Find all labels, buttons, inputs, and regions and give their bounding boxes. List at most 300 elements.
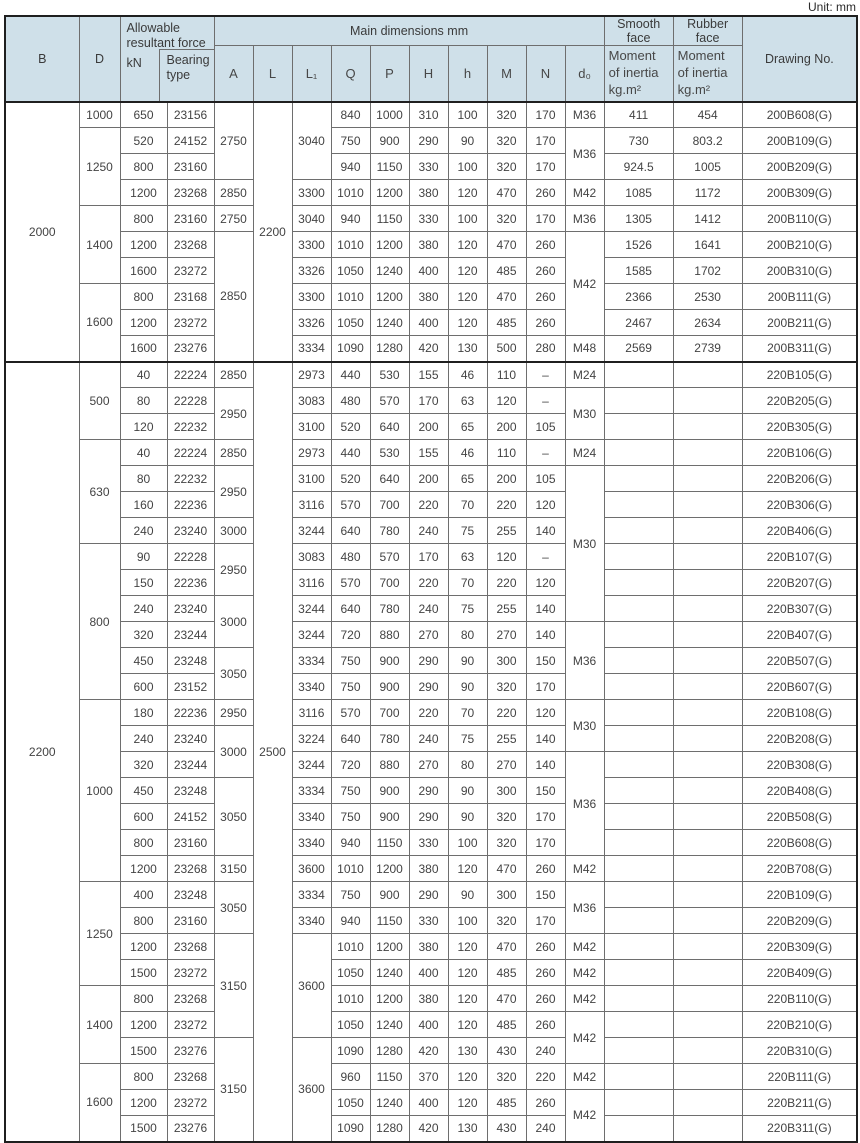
cell	[673, 726, 742, 752]
cell: 3334	[292, 778, 331, 804]
cell: 200B211(G)	[742, 310, 857, 336]
cell: 200B311(G)	[742, 336, 857, 362]
cell: 105	[526, 414, 565, 440]
cell: 370	[409, 1064, 448, 1090]
cell: 1172	[673, 180, 742, 206]
cell: 110	[487, 362, 526, 388]
cell: 220B205(G)	[742, 388, 857, 414]
cell: 90	[448, 778, 487, 804]
cell: 130	[448, 1038, 487, 1064]
cell	[673, 778, 742, 804]
cell: 63	[448, 388, 487, 414]
table-row	[5, 882, 857, 908]
cell: 2000	[5, 102, 79, 362]
table-row	[5, 492, 857, 518]
cell: 3340	[292, 804, 331, 830]
col-header-force-group	[120, 16, 214, 102]
cell: 330	[409, 206, 448, 232]
cell: 120	[448, 284, 487, 310]
cell	[604, 986, 673, 1012]
cell: 220B108(G)	[742, 700, 857, 726]
cell: 120	[448, 986, 487, 1012]
cell: 1200	[370, 232, 409, 258]
cell: 2634	[673, 310, 742, 336]
cell: 1240	[370, 1090, 409, 1116]
cell	[604, 1012, 673, 1038]
cell: 23268	[167, 856, 214, 882]
table-row	[5, 518, 857, 544]
cell: 1400	[79, 206, 120, 284]
cell: 270	[409, 622, 448, 648]
cell: 330	[409, 154, 448, 180]
cell: 170	[526, 154, 565, 180]
cell: 520	[331, 466, 370, 492]
cell: 380	[409, 986, 448, 1012]
cell: 1200	[120, 180, 167, 206]
cell: 470	[487, 284, 526, 310]
cell: 220B111(G)	[742, 1064, 857, 1090]
col-header-h: h	[448, 46, 487, 102]
cell: 23248	[167, 882, 214, 908]
cell: 260	[526, 1090, 565, 1116]
cell	[673, 960, 742, 986]
cell: 1000	[79, 700, 120, 882]
cell: 65	[448, 466, 487, 492]
cell: 80	[448, 622, 487, 648]
cell: M36	[565, 128, 604, 180]
col-header-b: B	[5, 16, 79, 102]
cell: 220B105(G)	[742, 362, 857, 388]
cell	[604, 622, 673, 648]
cell: 1280	[370, 1038, 409, 1064]
cell: 290	[409, 804, 448, 830]
cell: 70	[448, 570, 487, 596]
cell: M30	[565, 466, 604, 622]
cell: 3116	[292, 570, 331, 596]
cell: 120	[120, 414, 167, 440]
cell: 255	[487, 596, 526, 622]
cell: 1240	[370, 310, 409, 336]
cell: 2739	[673, 336, 742, 362]
cell: 100	[448, 908, 487, 934]
cell: 90	[448, 648, 487, 674]
cell: M30	[565, 700, 604, 752]
cell	[673, 934, 742, 960]
table-row	[5, 388, 857, 414]
cell: M42	[565, 960, 604, 986]
cell: 105	[526, 466, 565, 492]
cell: 3300	[292, 180, 331, 206]
cell: 1010	[331, 232, 370, 258]
cell: 320	[120, 752, 167, 778]
cell: 260	[526, 1012, 565, 1038]
col-header-bearing-type: Bearing type	[159, 49, 214, 101]
cell: 380	[409, 232, 448, 258]
col-header-p: P	[370, 46, 409, 102]
cell: 280	[526, 336, 565, 362]
cell: 24152	[167, 804, 214, 830]
cell: 170	[409, 544, 448, 570]
cell: 240	[409, 518, 448, 544]
cell: 220B311(G)	[742, 1116, 857, 1142]
cell: 22232	[167, 466, 214, 492]
cell: 400	[409, 310, 448, 336]
cell: 200B310(G)	[742, 258, 857, 284]
cell: 260	[526, 986, 565, 1012]
cell: 400	[409, 258, 448, 284]
cell: 150	[120, 570, 167, 596]
cell: 900	[370, 804, 409, 830]
cell: 24152	[167, 128, 214, 154]
cell: 170	[409, 388, 448, 414]
cell: 310	[409, 102, 448, 128]
cell: 240	[526, 1038, 565, 1064]
cell: 1600	[120, 336, 167, 362]
cell: 485	[487, 310, 526, 336]
table-row	[5, 804, 857, 830]
cell: 320	[487, 102, 526, 128]
table-row	[5, 102, 857, 128]
cell: 290	[409, 648, 448, 674]
cell: 520	[120, 128, 167, 154]
cell: 120	[448, 1064, 487, 1090]
cell: 170	[526, 102, 565, 128]
cell: 750	[331, 882, 370, 908]
cell: 1400	[79, 986, 120, 1064]
cell: 22236	[167, 700, 214, 726]
cell: 3244	[292, 622, 331, 648]
cell: 120	[487, 544, 526, 570]
cell: 3150	[214, 1038, 253, 1142]
cell	[604, 1064, 673, 1090]
cell: 570	[331, 700, 370, 726]
cell: 220	[409, 492, 448, 518]
col-header-a: A	[214, 46, 253, 102]
cell: 700	[370, 700, 409, 726]
cell: 900	[370, 128, 409, 154]
cell	[673, 440, 742, 466]
cell: 100	[448, 206, 487, 232]
cell: 3340	[292, 830, 331, 856]
table-row	[5, 544, 857, 570]
cell: 130	[448, 336, 487, 362]
cell: 220B408(G)	[742, 778, 857, 804]
table-row	[5, 752, 857, 778]
cell: 260	[526, 232, 565, 258]
cell	[604, 570, 673, 596]
cell: 1240	[370, 960, 409, 986]
cell: 380	[409, 284, 448, 310]
cell: 22228	[167, 544, 214, 570]
cell: 200B110(G)	[742, 206, 857, 232]
cell: 23272	[167, 960, 214, 986]
cell: 2850	[214, 362, 253, 388]
cell: 320	[487, 206, 526, 232]
cell: 750	[331, 648, 370, 674]
cell: 220	[409, 570, 448, 596]
cell: 570	[370, 388, 409, 414]
cell: 220	[409, 700, 448, 726]
cell: 640	[331, 596, 370, 622]
cell: 750	[331, 674, 370, 700]
cell	[673, 570, 742, 596]
cell: 2973	[292, 440, 331, 466]
cell: 900	[370, 674, 409, 700]
cell: 3600	[292, 1038, 331, 1142]
cell: 3334	[292, 336, 331, 362]
cell: 380	[409, 856, 448, 882]
cell: 23244	[167, 622, 214, 648]
cell	[673, 856, 742, 882]
cell: 780	[370, 596, 409, 622]
cell: 200B608(G)	[742, 102, 857, 128]
cell: 220B207(G)	[742, 570, 857, 596]
cell: M36	[565, 206, 604, 232]
cell: 440	[331, 362, 370, 388]
cell: 1250	[79, 128, 120, 206]
cell: 1050	[331, 960, 370, 986]
cell: 3150	[214, 856, 253, 882]
table-row	[5, 1064, 857, 1090]
cell: 2467	[604, 310, 673, 336]
cell: 290	[409, 128, 448, 154]
table-row	[5, 986, 857, 1012]
cell: 120	[448, 960, 487, 986]
cell: 800	[79, 544, 120, 700]
cell: 220B107(G)	[742, 544, 857, 570]
cell: 530	[370, 440, 409, 466]
cell: M42	[565, 1090, 604, 1142]
cell: 880	[370, 622, 409, 648]
cell: 220B307(G)	[742, 596, 857, 622]
cell: 470	[487, 856, 526, 882]
table-row	[5, 674, 857, 700]
table-row	[5, 180, 857, 206]
cell: 1280	[370, 1116, 409, 1142]
cell: 640	[331, 726, 370, 752]
cell: 750	[331, 128, 370, 154]
cell: 140	[526, 622, 565, 648]
cell: 900	[370, 778, 409, 804]
cell: 3600	[292, 934, 331, 1038]
cell: 800	[120, 154, 167, 180]
cell: 22224	[167, 362, 214, 388]
cell: 520	[331, 414, 370, 440]
cell: –	[526, 362, 565, 388]
cell: 110	[487, 440, 526, 466]
table-header	[5, 16, 857, 102]
cell: 440	[331, 440, 370, 466]
cell: 240	[409, 726, 448, 752]
cell: 2200	[5, 362, 79, 1142]
cell: 240	[120, 726, 167, 752]
cell: 200	[487, 414, 526, 440]
cell	[604, 1090, 673, 1116]
cell: 170	[526, 674, 565, 700]
cell: 3244	[292, 518, 331, 544]
cell: 23240	[167, 596, 214, 622]
cell	[673, 362, 742, 388]
table-row	[5, 908, 857, 934]
cell	[673, 1116, 742, 1142]
cell	[604, 934, 673, 960]
cell	[673, 414, 742, 440]
cell: 300	[487, 648, 526, 674]
cell: 320	[487, 804, 526, 830]
cell: 220B310(G)	[742, 1038, 857, 1064]
cell: 720	[331, 622, 370, 648]
cell: 100	[448, 154, 487, 180]
cell: 23276	[167, 336, 214, 362]
cell: 23268	[167, 1064, 214, 1090]
cell: M36	[565, 102, 604, 128]
cell: 170	[526, 908, 565, 934]
cell: 3100	[292, 466, 331, 492]
cell: 2500	[253, 362, 292, 1142]
cell: 75	[448, 596, 487, 622]
cell: 1500	[120, 1038, 167, 1064]
cell: 90	[448, 128, 487, 154]
cell: 23276	[167, 1116, 214, 1142]
cell: 170	[526, 804, 565, 830]
cell: 23160	[167, 154, 214, 180]
table-row	[5, 284, 857, 310]
cell: 400	[409, 1090, 448, 1116]
cell: 320	[487, 830, 526, 856]
table-row	[5, 466, 857, 492]
cell: 480	[331, 544, 370, 570]
cell: M42	[565, 986, 604, 1012]
cell: 22224	[167, 440, 214, 466]
force-group-label: Allowable resultant force	[126, 21, 206, 50]
cell: 120	[487, 388, 526, 414]
cell: 120	[448, 232, 487, 258]
cell	[673, 752, 742, 778]
cell: 570	[331, 570, 370, 596]
cell: 1250	[79, 882, 120, 986]
cell: 220B507(G)	[742, 648, 857, 674]
cell: 940	[331, 154, 370, 180]
cell: 320	[487, 674, 526, 700]
cell: 200	[487, 466, 526, 492]
cell: 1000	[370, 102, 409, 128]
cell: 1150	[370, 830, 409, 856]
table-row	[5, 778, 857, 804]
cell: 155	[409, 440, 448, 466]
cell: 23268	[167, 232, 214, 258]
cell	[673, 830, 742, 856]
cell	[604, 778, 673, 804]
cell: 640	[331, 518, 370, 544]
cell: 1090	[331, 336, 370, 362]
cell: 2950	[214, 544, 253, 596]
cell: 3244	[292, 752, 331, 778]
cell: 1585	[604, 258, 673, 284]
cell: 3116	[292, 492, 331, 518]
cell: 270	[487, 752, 526, 778]
table-row	[5, 856, 857, 882]
cell: 2973	[292, 362, 331, 388]
cell: 23240	[167, 726, 214, 752]
table-row	[5, 258, 857, 284]
cell: 3600	[292, 856, 331, 882]
cell: 2750	[214, 206, 253, 232]
cell: 200B209(G)	[742, 154, 857, 180]
cell: 240	[409, 596, 448, 622]
cell: 220B607(G)	[742, 674, 857, 700]
cell: 80	[120, 466, 167, 492]
cell: 380	[409, 934, 448, 960]
cell	[673, 648, 742, 674]
col-group-main-dimensions: Main dimensions mm	[214, 16, 604, 46]
cell: 23268	[167, 180, 214, 206]
cell	[673, 1038, 742, 1064]
cell: 120	[448, 856, 487, 882]
cell: 420	[409, 1038, 448, 1064]
cell: 3326	[292, 258, 331, 284]
cell: 170	[526, 206, 565, 232]
table-row	[5, 934, 857, 960]
table-row	[5, 154, 857, 180]
cell: 320	[487, 908, 526, 934]
cell: 430	[487, 1116, 526, 1142]
cell: 940	[331, 830, 370, 856]
cell: 160	[120, 492, 167, 518]
cell	[604, 674, 673, 700]
cell: 320	[487, 154, 526, 180]
cell: 220B708(G)	[742, 856, 857, 882]
table-row	[5, 648, 857, 674]
cell: 100	[448, 830, 487, 856]
cell: 800	[120, 206, 167, 232]
cell: 3116	[292, 700, 331, 726]
cell: 200B309(G)	[742, 180, 857, 206]
cell: 2850	[214, 440, 253, 466]
cell: 780	[370, 726, 409, 752]
cell: M24	[565, 362, 604, 388]
cell: 270	[487, 622, 526, 648]
cell: 80	[448, 752, 487, 778]
cell: 200B111(G)	[742, 284, 857, 310]
table-row	[5, 1038, 857, 1064]
cell: 140	[526, 518, 565, 544]
cell: 2850	[214, 232, 253, 362]
cell	[673, 700, 742, 726]
cell: 120	[448, 934, 487, 960]
cell: 75	[448, 726, 487, 752]
cell: 220B109(G)	[742, 882, 857, 908]
table-row	[5, 960, 857, 986]
cell: 120	[448, 1012, 487, 1038]
cell: 200	[409, 466, 448, 492]
cell	[604, 466, 673, 492]
cell	[604, 908, 673, 934]
cell: 803.2	[673, 128, 742, 154]
cell: 1090	[331, 1116, 370, 1142]
cell: 2950	[214, 388, 253, 440]
cell: 1010	[331, 284, 370, 310]
cell: 23160	[167, 830, 214, 856]
table-row	[5, 700, 857, 726]
cell: 3100	[292, 414, 331, 440]
cell: 240	[120, 596, 167, 622]
cell	[673, 908, 742, 934]
cell	[604, 440, 673, 466]
cell: 1150	[370, 1064, 409, 1090]
cell: 40	[120, 440, 167, 466]
cell: 1005	[673, 154, 742, 180]
cell: 1010	[331, 934, 370, 960]
